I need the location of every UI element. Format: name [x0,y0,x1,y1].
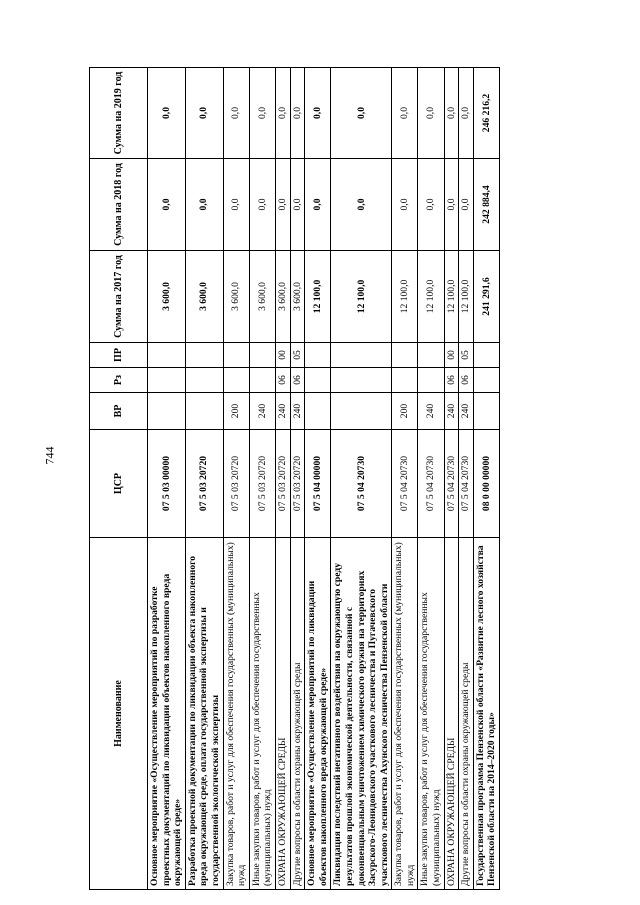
cell-pr: 00 [444,343,459,368]
table-row [275,68,290,890]
cell-vr: 240 [459,393,474,430]
cell-2017: 12 100,0 [331,251,392,343]
cell-2017: 3 600,0 [148,251,186,343]
cell-rz: 06 [275,368,290,393]
cell-name: Закупка товаров, работ и услуг для обеспечения государственных (муниципальных) нужд [223,538,249,890]
cell-pr [249,343,275,368]
cell-2019: 0,0 [418,68,444,159]
cell-2018: 0,0 [223,159,249,251]
table-row [444,68,459,890]
cell-2018: 0,0 [444,159,459,251]
cell-2018: 0,0 [459,159,474,251]
cell-2017: 12 100,0 [392,251,418,343]
cell-rz: 06 [459,368,474,393]
cell-csr: 07 5 04 20730 [444,430,459,538]
cell-pr: 00 [275,343,290,368]
cell-pr [418,343,444,368]
table-row [148,68,186,890]
cell-csr: 07 5 03 20720 [290,430,305,538]
cell-rz [249,368,275,393]
table-row [223,68,249,890]
cell-csr: 07 5 03 20720 [223,430,249,538]
cell-2019: 0,0 [223,68,249,159]
table-row [418,68,444,890]
cell-2018: 242 884,4 [473,159,499,251]
cell-rz [185,368,223,393]
cell-pr [473,343,499,368]
cell-pr: 05 [459,343,474,368]
cell-2017: 12 100,0 [305,251,331,343]
cell-2019: 0,0 [331,68,392,159]
cell-rz [305,368,331,393]
table-row [249,68,275,890]
cell-2017: 12 100,0 [459,251,474,343]
cell-rz [148,368,186,393]
cell-csr: 07 5 04 20730 [418,430,444,538]
cell-2019: 0,0 [459,68,474,159]
cell-vr: 240 [418,393,444,430]
cell-2018: 0,0 [305,159,331,251]
cell-name: Государственная программа Пензенской области «Развитие лесного хозяйства Пензенской области на 2014–2020 годы» [473,538,499,890]
cell-2017: 12 100,0 [444,251,459,343]
cell-vr: 200 [392,393,418,430]
cell-name: Разработка проектной документации по ликвидации объекта накопленного вреда окружающей среде, оплата государственной экспертизы и государственной экологической экспертизы [185,538,223,890]
cell-csr: 07 5 03 20720 [249,430,275,538]
cell-2018: 0,0 [392,159,418,251]
cell-2017: 3 600,0 [275,251,290,343]
header-vr: ВР [90,393,148,430]
cell-rz: 06 [290,368,305,393]
header-rz: Рз [90,368,148,393]
cell-2017: 3 600,0 [223,251,249,343]
cell-csr: 07 5 04 00000 [305,430,331,538]
cell-2018: 0,0 [148,159,186,251]
cell-2018: 0,0 [331,159,392,251]
table-row [331,68,392,890]
header-2017: Сумма на 2017 год [90,251,148,343]
cell-csr: 08 0 00 00000 [473,430,499,538]
cell-pr [331,343,392,368]
header-2018: Сумма на 2018 год [90,159,148,251]
cell-csr: 07 5 03 00000 [148,430,186,538]
cell-rz [223,368,249,393]
cell-2019: 246 216,2 [473,68,499,159]
cell-csr: 07 5 03 20720 [275,430,290,538]
cell-rz [473,368,499,393]
table-row [392,68,418,890]
cell-2018: 0,0 [249,159,275,251]
cell-pr: 05 [290,343,305,368]
budget-table-container [89,68,605,890]
cell-2019: 0,0 [185,68,223,159]
cell-2019: 0,0 [148,68,186,159]
cell-2017: 3 600,0 [290,251,305,343]
cell-rz [331,368,392,393]
cell-csr: 07 5 04 20730 [459,430,474,538]
cell-pr [185,343,223,368]
cell-2019: 0,0 [290,68,305,159]
cell-vr: 200 [223,393,249,430]
budget-table [89,67,500,890]
cell-2018: 0,0 [418,159,444,251]
cell-rz [418,368,444,393]
cell-vr: 240 [249,393,275,430]
cell-2017: 3 600,0 [185,251,223,343]
cell-vr: 240 [290,393,305,430]
cell-name: ОХРАНА ОКРУЖАЮЩЕЙ СРЕДЫ [275,538,290,890]
table-row [185,68,223,890]
cell-csr: 07 5 03 20720 [185,430,223,538]
cell-csr: 07 5 04 20730 [392,430,418,538]
cell-name: Основное мероприятие «Осуществление мероприятий по разработке проектных документаций по ликвидации объектов накопленного вреда окружающей среде» [148,538,186,890]
cell-pr [392,343,418,368]
header-2019: Сумма на 2019 год [90,68,148,159]
cell-vr [305,393,331,430]
cell-vr [148,393,186,430]
cell-2019: 0,0 [305,68,331,159]
cell-rz: 06 [444,368,459,393]
header-name: Наименование [90,538,148,890]
cell-name: ОХРАНА ОКРУЖАЮЩЕЙ СРЕДЫ [444,538,459,890]
cell-pr [305,343,331,368]
table-row [473,68,499,890]
cell-2017: 3 600,0 [249,251,275,343]
cell-vr [185,393,223,430]
cell-vr [473,393,499,430]
cell-2018: 0,0 [275,159,290,251]
cell-2018: 0,0 [290,159,305,251]
cell-2019: 0,0 [249,68,275,159]
cell-vr: 240 [275,393,290,430]
header-pr: ПР [90,343,148,368]
table-row [459,68,474,890]
page-number: 744 [42,446,57,465]
cell-2019: 0,0 [392,68,418,159]
cell-name: Закупка товаров, работ и услуг для обеспечения государственных (муниципальных) нужд [392,538,418,890]
cell-2018: 0,0 [185,159,223,251]
table-row [290,68,305,890]
cell-pr [223,343,249,368]
cell-name: Другие вопросы в области охраны окружающей среды [290,538,305,890]
cell-vr [331,393,392,430]
cell-2017: 241 291,6 [473,251,499,343]
cell-vr: 240 [444,393,459,430]
table-row [305,68,331,890]
cell-name: Другие вопросы в области охраны окружающей среды [459,538,474,890]
cell-name: Иные закупки товаров, работ и услуг для обеспечения государственных (муниципальных) нужд [249,538,275,890]
cell-pr [148,343,186,368]
cell-2019: 0,0 [444,68,459,159]
table-header-row [90,68,148,890]
cell-name: Иные закупки товаров, работ и услуг для обеспечения государственных (муниципальных) нужд [418,538,444,890]
cell-csr: 07 5 04 20730 [331,430,392,538]
cell-name: Ликвидация последствий негативного воздействия на окружающую среду результатов прошлой экономической деятельности, связанной с доконвенциальным уничтожением химического оружия на территориях Засурского-Леонидовского участкового лесничества и Пугачевского участкового лесничества Ахунского лесничества Пензенской области [331,538,392,890]
cell-2019: 0,0 [275,68,290,159]
cell-2017: 12 100,0 [418,251,444,343]
header-csr: ЦСР [90,430,148,538]
cell-rz [392,368,418,393]
cell-name: Основное мероприятие «Осуществление мероприятий по ликвидации объектов накопленного вреда окружающей среде» [305,538,331,890]
